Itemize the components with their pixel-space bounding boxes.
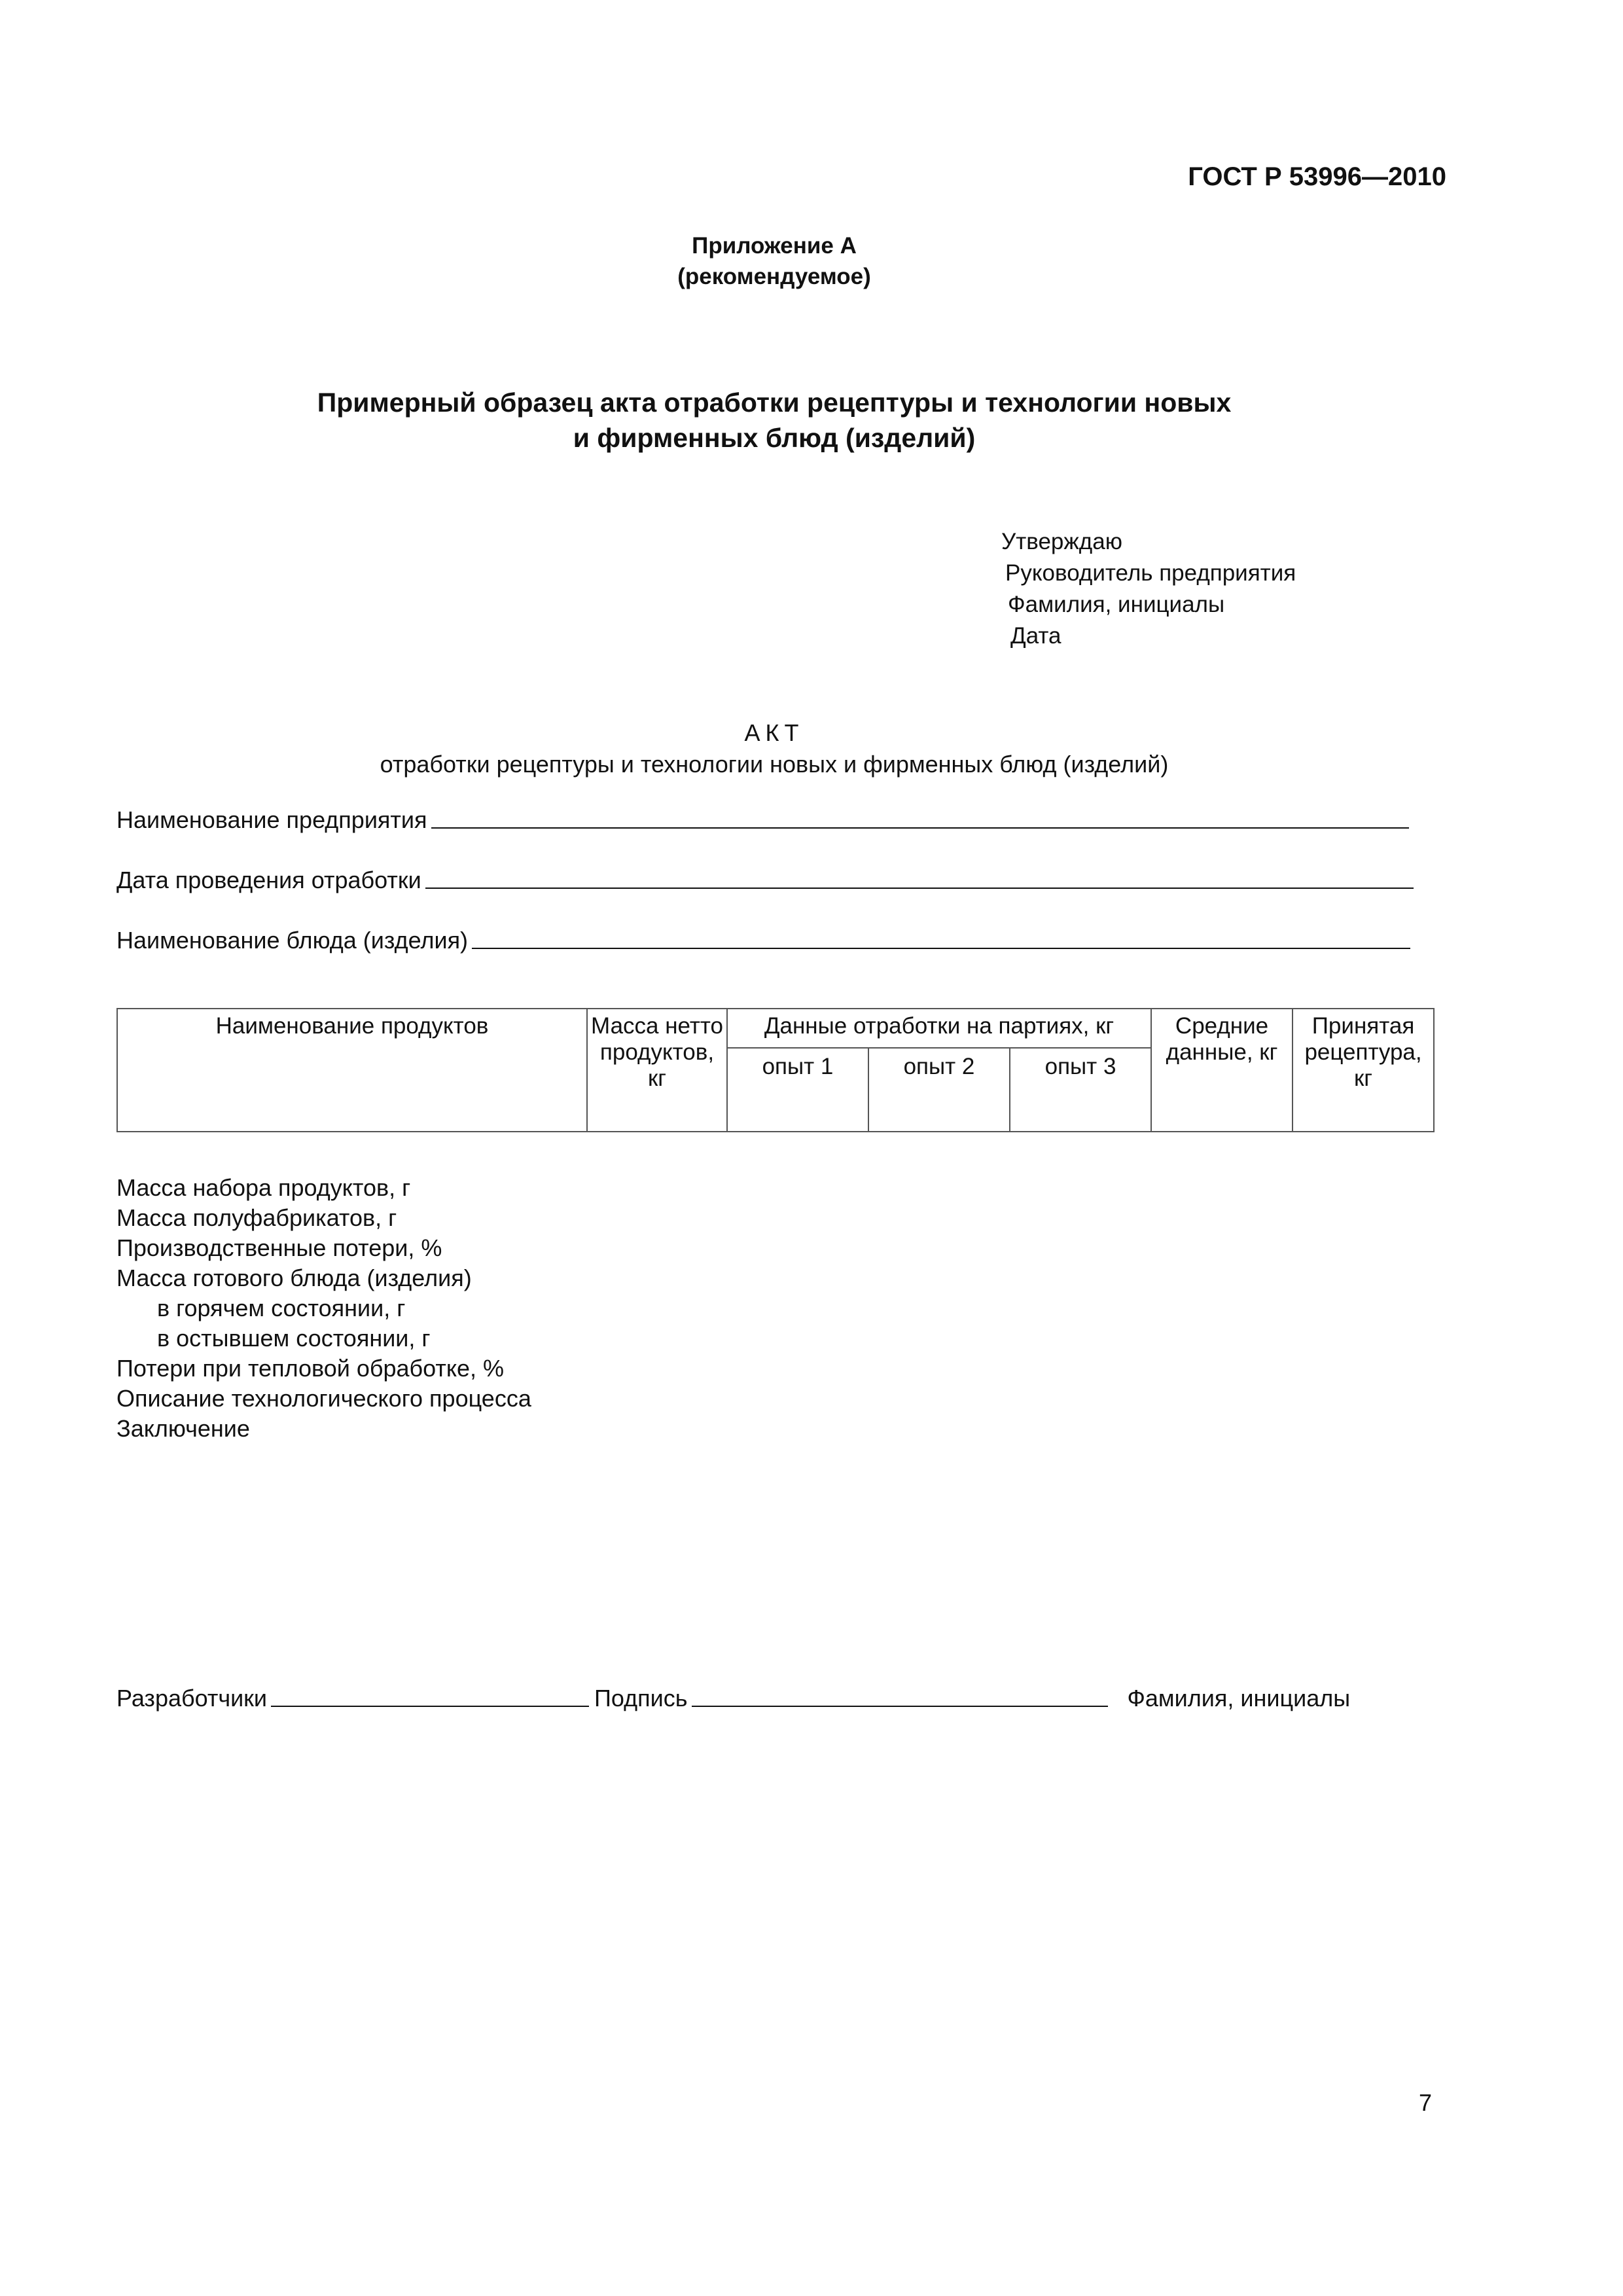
trial-3-header: опыт 3 (1010, 1048, 1151, 1132)
dish-label: Наименование блюда (изделия) (116, 927, 469, 954)
document-title-line-2: и фирменных блюд (изделий) (573, 423, 976, 453)
name-label: Фамилия, инициалы (1127, 1685, 1351, 1712)
developers-label: Разработчики (116, 1685, 268, 1712)
col-net-mass-header: Масса нетто продуктов, кг (587, 1009, 727, 1132)
date-label: Дата проведения отработки (116, 867, 421, 893)
result-set-mass: Масса набора продуктов, г (116, 1174, 411, 1201)
col-average-header: Средние данные, кг (1151, 1009, 1293, 1132)
result-heat-losses: Потери при тепловой обработке, % (116, 1355, 505, 1382)
enterprise-label: Наименование предприятия (116, 806, 427, 833)
col-batch-data-header: Данные отработки на партиях, кг (727, 1009, 1151, 1048)
signature-row (116, 1685, 1350, 1712)
result-losses: Производственные потери, % (116, 1234, 442, 1261)
appendix-status: (рекомендуемое) (677, 264, 871, 289)
result-process: Описание технологического процесса (116, 1385, 531, 1412)
trial-2-header: опыт 2 (868, 1048, 1010, 1132)
enterprise-blank-line[interactable] (431, 826, 1409, 829)
act-heading-block (0, 717, 1548, 780)
approval-name: Фамилия, инициалы (1008, 592, 1225, 617)
enterprise-field (116, 806, 1409, 834)
results-list (116, 1173, 531, 1444)
signature-blank-line[interactable] (692, 1704, 1108, 1707)
developers-blank-line[interactable] (271, 1704, 589, 1707)
result-conclusion: Заключение (116, 1415, 250, 1442)
dish-blank-line[interactable] (472, 946, 1410, 949)
result-semi-mass: Масса полуфабрикатов, г (116, 1204, 397, 1231)
date-blank-line[interactable] (425, 886, 1414, 889)
result-finished-mass: Масса готового блюда (изделия) (116, 1265, 472, 1291)
result-hot: в горячем состоянии, г (157, 1295, 406, 1321)
trial-1-header: опыт 1 (727, 1048, 868, 1132)
products-table (116, 1008, 1435, 1132)
page-number: 7 (1418, 2089, 1432, 2116)
appendix-heading (0, 230, 1548, 292)
result-cooled: в остывшем состоянии, г (157, 1325, 431, 1352)
approval-date: Дата (1010, 623, 1061, 649)
col-products-header: Наименование продуктов (117, 1009, 587, 1132)
approval-approve: Утверждаю (1001, 529, 1122, 554)
act-heading: АКТ (744, 719, 804, 746)
act-subtitle: отработки рецептуры и технологии новых и фирменных блюд (изделий) (380, 751, 1169, 778)
col-accepted-header: Принятая рецептура, кг (1293, 1009, 1434, 1132)
signature-label: Подпись (594, 1685, 688, 1712)
document-title-line-1: Примерный образец акта отработки рецептуры и технологии новых (317, 387, 1232, 418)
approval-block (1001, 526, 1296, 652)
dish-field (116, 927, 1410, 954)
approval-head: Руководитель предприятия (1005, 560, 1296, 586)
appendix-title: Приложение А (692, 233, 857, 259)
document-title (0, 385, 1548, 456)
standard-number: ГОСТ Р 53996—2010 (1188, 162, 1446, 191)
date-field (116, 867, 1414, 894)
